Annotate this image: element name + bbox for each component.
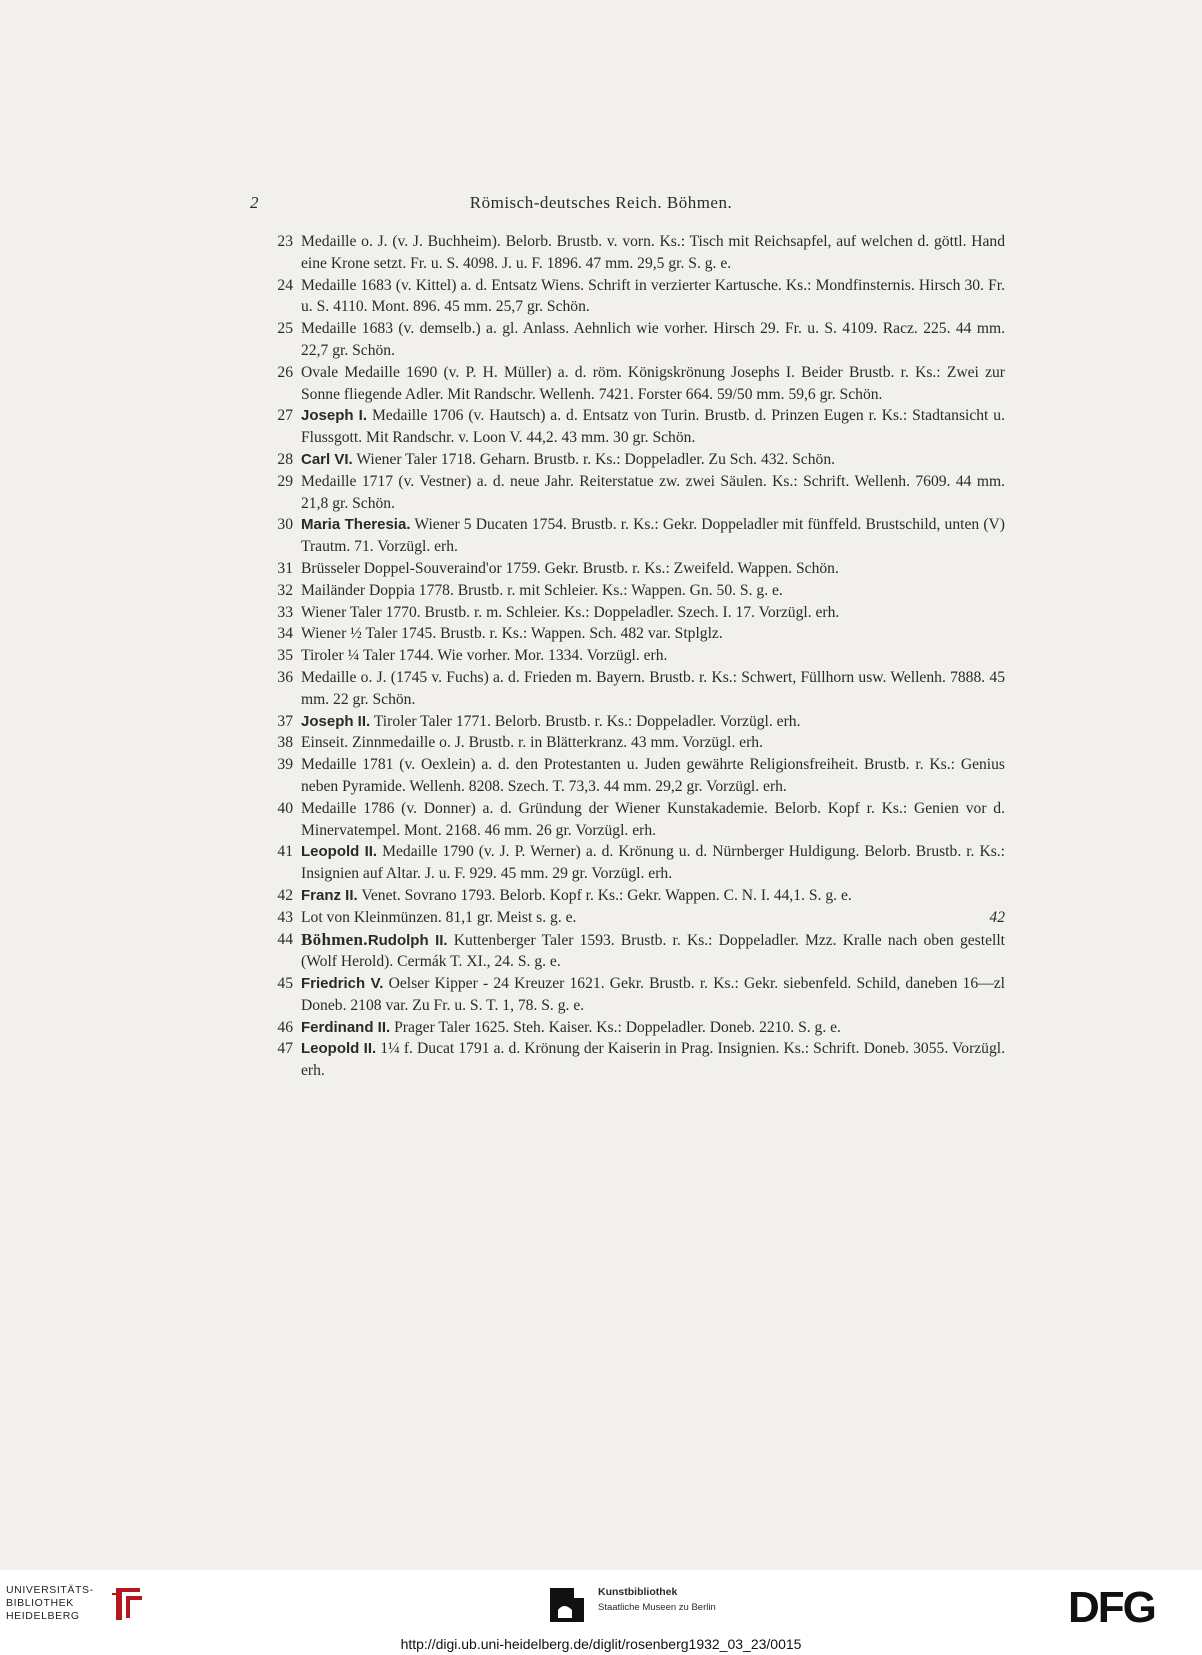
entry-description: Ovale Medaille 1690 (v. P. H. Müller) a. d. röm. Königskrönung Josephs I. Beider Brustb. r. Ks.: Zwei zur Sonne fliegende Adler. Mit Randschr. Wellenh. 7421. Forster 664. 59/50 mm. 59,6 gr. Schön.: [301, 363, 1005, 403]
entry-body: [301, 582, 783, 599]
entry-number: 29: [277, 472, 293, 490]
entry-description: Wiener 5 Ducaten 1754. Brustb. r. Ks.: Gekr. Doppeladler mit fünffeld. Brustschild, unten (V) Trautm. 71. Vorzügl. erh.: [301, 516, 1005, 556]
catalog-entry: [265, 907, 1005, 929]
entry-body: [301, 560, 839, 577]
ruler-name: Ferdinand II.: [301, 1018, 391, 1036]
entry-body: [301, 734, 763, 751]
page-number: 2: [250, 193, 259, 212]
entry-body: [301, 451, 835, 468]
entry-body: [301, 320, 1005, 359]
entry-description: Medaille 1786 (v. Donner) a. d. Gründung der Wiener Kunstakademie. Belorb. Kopf r. Ks.: Genien vor d. Minervatempel. Mont. 2168. 46 mm. 26 gr. Vorzügl. erh.: [301, 799, 1005, 839]
entry-number: 25: [277, 320, 293, 338]
catalog-list: [265, 231, 1005, 1082]
ruler-name: Maria Theresia.: [301, 516, 411, 534]
kunstbibliothek-title: Kunstbibliothek: [598, 1586, 678, 1598]
entry-body: [301, 929, 1006, 971]
ruler-name: Carl VI.: [301, 450, 353, 468]
ruler-name: Friedrich V.: [301, 975, 384, 993]
entry-description: Tiroler ¼ Taler 1744. Wie vorher. Mor. 1334. Vorzügl. erh.: [301, 647, 668, 665]
catalog-entry: [265, 711, 1005, 733]
entry-description: Tiroler Taler 1771. Belorb. Brustb. r. Ks.: Doppeladler. Vorzügl. erh.: [373, 712, 801, 730]
entry-description: Mailänder Doppia 1778. Brustb. r. mit Schleier. Ks.: Wappen. Gn. 50. S. g. e.: [301, 581, 783, 599]
kunstbibliothek-logo[interactable]: [550, 1584, 770, 1624]
entry-body: [301, 713, 801, 730]
source-url-link[interactable]: http://digi.ub.uni-heidelberg.de/diglit/rosenberg1932_03_23/0015: [400, 1636, 802, 1652]
catalog-entry: [265, 471, 1005, 515]
catalog-entry: [265, 754, 1005, 798]
entry-number: 36: [277, 668, 293, 686]
entry-body: [301, 887, 852, 904]
entry-number: 47: [277, 1040, 293, 1058]
entry-number: 31: [277, 559, 293, 577]
entry-description: Medaille 1683 (v. demselb.) a. gl. Anlass. Aehnlich wie vorher. Hirsch 29. Fr. u. S. 4109. Racz. 225. 44 mm. 22,7 gr. Schön.: [301, 320, 1005, 359]
catalog-entry: [265, 1017, 1005, 1039]
entry-number: 32: [277, 581, 293, 599]
catalog-entry: [265, 275, 1005, 319]
ruler-name: Franz II.: [301, 886, 358, 904]
entry-number: 46: [277, 1018, 293, 1036]
entry-number: 35: [277, 647, 293, 665]
entry-body: [301, 364, 1005, 403]
entry-description: Einseit. Zinnmedaille o. J. Brustb. r. in Blätterkranz. 43 mm. Vorzügl. erh.: [301, 734, 763, 752]
footer: [0, 1570, 1202, 1655]
entry-body: [301, 604, 839, 621]
catalog-entry: [265, 973, 1005, 1017]
kunstbibliothek-subtitle: Staatliche Museen zu Berlin: [598, 1602, 716, 1613]
catalog-entry: [265, 318, 1005, 362]
catalog-entry: [265, 514, 1005, 558]
entry-number: 42: [277, 886, 293, 904]
entry-number: 45: [277, 975, 293, 993]
entry-body: [301, 233, 1005, 272]
entry-number: 39: [277, 756, 293, 774]
catalog-entry: [265, 929, 1005, 974]
entry-description: Medaille 1781 (v. Oexlein) a. d. den Protestanten u. Juden gewährte Religionsfreiheit. Brustb. r. Ks.: Genius neben Pyramide. Wellenh. 8208. Szech. T. 73,3. 44 mm. 29,2 gr. Vorzügl. erh.: [301, 756, 1005, 795]
university-library-logo[interactable]: [6, 1584, 156, 1624]
catalog-entry: [265, 362, 1005, 406]
catalog-entry: [265, 798, 1005, 842]
entry-description: Medaille o. J. (1745 v. Fuchs) a. d. Frieden m. Bayern. Brustb. r. Ks.: Schwert, Füllhorn usw. Wellenh. 7888. 45 mm. 22 gr. Schön.: [301, 668, 1005, 708]
entry-description: 1¼ f. Ducat 1791 a. d. Krönung der Kaiserin in Prag. Insignien. Ks.: Schrift. Doneb. 3055. Vorzügl. erh.: [301, 1040, 1006, 1080]
dfg-logo[interactable]: [1068, 1584, 1188, 1628]
entry-description: Wiener Taler 1718. Geharn. Brustb. r. Ks.: Doppeladler. Zu Sch. 432. Schön.: [356, 450, 836, 468]
catalog-entry: [265, 449, 1005, 471]
entry-number: 23: [277, 233, 293, 250]
catalog-entry: [265, 645, 1005, 667]
entry-body: [301, 800, 1005, 839]
entry-body: [301, 975, 1005, 1014]
ruler-name: Leopold II.: [301, 1040, 377, 1058]
entry-body: [301, 669, 1005, 708]
entry-description: Venet. Sovrano 1793. Belorb. Kopf r. Ks.: Gekr. Wappen. C. N. I. 44,1. S. g. e.: [361, 886, 852, 904]
ruler-name: Joseph II.: [301, 712, 371, 730]
catalog-entry: [265, 732, 1005, 754]
entry-description: Lot von Kleinmünzen. 81,1 gr. Meist s. g. e.: [301, 908, 577, 926]
kunstbibliothek-icon: [550, 1588, 584, 1622]
entry-number: 28: [277, 450, 293, 468]
entry-number: 38: [277, 734, 293, 752]
entry-body: [301, 625, 723, 642]
entry-description: Medaille 1790 (v. J. P. Werner) a. d. Krönung u. d. Nürnberger Huldigung. Belorb. Brustb. r. Ks.: Insignien auf Altar. J. u. F. 929. 45 mm. 29 gr. Vorzügl. erh.: [301, 843, 1006, 883]
lot-count: 42: [989, 908, 1005, 926]
entry-description: Medaille 1683 (v. Kittel) a. d. Entsatz Wiens. Schrift in verzierter Kartusche. Ks.: Mondfinsternis. Hirsch 30. Fr. u. S. 4110. Mont. 896. 45 mm. 25,7 gr. Schön.: [301, 276, 1005, 316]
university-name: UNIVERSITÄTS- BIBLIOTHEK HEIDELBERG: [6, 1584, 94, 1622]
entry-description: Kuttenberger Taler 1593. Brustb. r. Ks.: Doppeladler. Mzz. Kralle nach oben gestellt (Wolf Herold). Cermák T. XI., 24. S. g. e.: [301, 931, 1006, 971]
entry-body: [301, 473, 1005, 512]
catalog-entry: [265, 841, 1005, 885]
entry-number: 40: [277, 799, 293, 817]
entry-body: [301, 843, 1005, 882]
catalog-entry: [265, 405, 1005, 449]
ruler-name: Joseph I.: [301, 407, 368, 425]
entry-number: 27: [277, 407, 293, 425]
catalog-entry: [265, 885, 1005, 907]
entry-description: Medaille 1717 (v. Vestner) a. d. neue Jahr. Reiterstatue zw. zwei Säulen. Ks.: Schrift. Wellenh. 7609. 44 mm. 21,8 gr. Schön.: [301, 472, 1005, 512]
entry-description: Oelser Kipper - 24 Kreuzer 1621. Gekr. Brustb. r. Ks.: Gekr. siebenfeld. Schild, daneben 16—zl Doneb. 2108 var. Zu Fr. u. S. T. 1, 78. S. g. e.: [301, 975, 1005, 1014]
entry-body: [301, 407, 1005, 446]
university-seal-icon: [110, 1584, 146, 1624]
entry-number: 34: [277, 625, 293, 643]
entry-number: 33: [277, 603, 293, 621]
page-header: [0, 193, 1202, 217]
entry-number: 26: [277, 363, 293, 381]
running-title: Römisch-deutsches Reich. Böhmen.: [469, 193, 733, 212]
entry-body: [301, 908, 1005, 926]
catalog-entry: [265, 667, 1005, 711]
entry-number: 30: [277, 516, 293, 534]
entry-description: Wiener Taler 1770. Brustb. r. m. Schleier. Ks.: Doppeladler. Szech. I. 17. Vorzügl. erh.: [301, 603, 840, 621]
catalog-entry: [265, 231, 1005, 275]
catalog-entry: [265, 623, 1005, 645]
dfg-text: DFG: [1068, 1584, 1155, 1628]
catalog-entry: [265, 1038, 1005, 1082]
entry-number: 44: [277, 930, 293, 948]
entry-body: [301, 516, 1005, 555]
entry-body: [301, 756, 1005, 795]
catalog-entry: [265, 602, 1005, 624]
entry-description: Medaille 1706 (v. Hautsch) a. d. Entsatz von Turin. Brustb. d. Prinzen Eugen r. Ks.: Stadtansicht u. Flussgott. Mit Randschr. v. Loon V. 44,2. 43 mm. 30 gr. Schön.: [301, 407, 1005, 447]
ruler-name: Rudolph II.: [367, 931, 448, 949]
entry-description: Brüsseler Doppel-Souveraind'or 1759. Gekr. Brustb. r. Ks.: Zweifeld. Wappen. Schön.: [301, 559, 839, 577]
entry-description: Medaille o. J. (v. J. Buchheim). Belorb. Brustb. v. vorn. Ks.: Tisch mit Reichsapfel, auf welchen d. göttl. Hand eine Krone setzt. Fr. u. S. 4098. J. u. F. 1896. 47 mm. 29,5 gr. S. g. e.: [301, 233, 1005, 272]
entry-body: [301, 647, 667, 664]
entry-body: [301, 1040, 1005, 1079]
entry-number: 41: [277, 843, 293, 861]
entry-description: Prager Taler 1625. Steh. Kaiser. Ks.: Doppeladler. Doneb. 2210. S. g. e.: [394, 1018, 841, 1036]
entry-number: 43: [277, 908, 293, 926]
section-heading: Böhmen.: [301, 929, 368, 949]
entry-number: 24: [277, 276, 293, 294]
entry-body: [301, 277, 1005, 316]
catalog-entry: [265, 558, 1005, 580]
entry-description: Wiener ½ Taler 1745. Brustb. r. Ks.: Wappen. Sch. 482 var. Stplglz.: [301, 625, 723, 643]
entry-body: [301, 1019, 841, 1036]
ruler-name: Leopold II.: [301, 843, 378, 861]
entry-number: 37: [277, 712, 293, 730]
catalog-entry: [265, 580, 1005, 602]
